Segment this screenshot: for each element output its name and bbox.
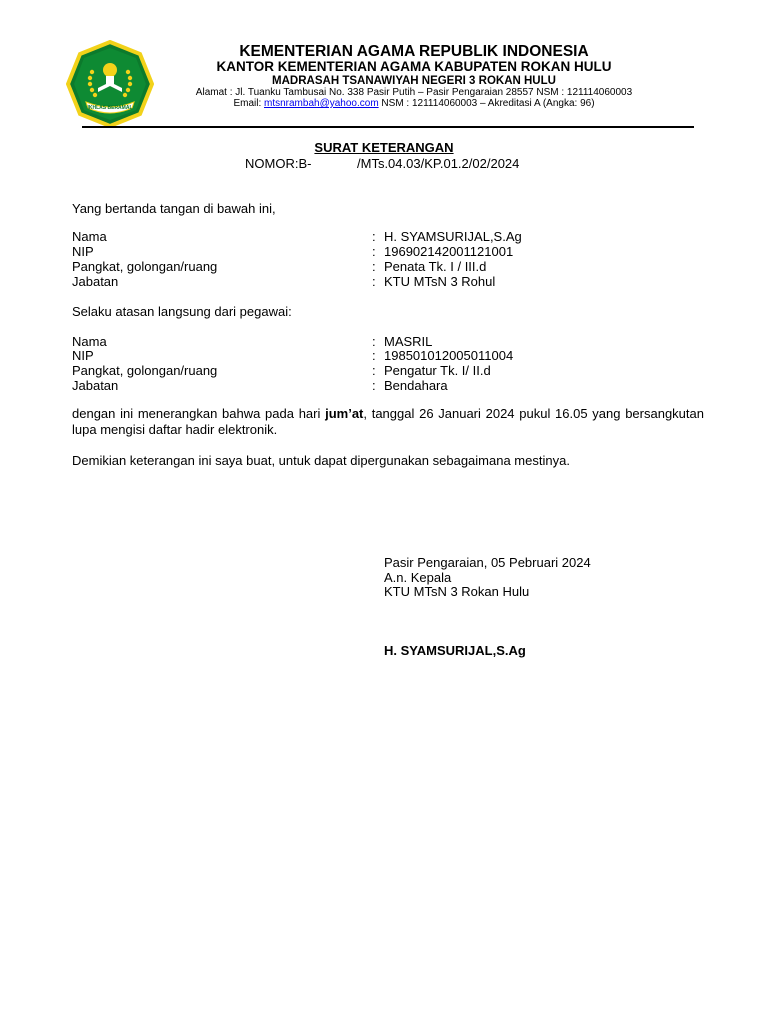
employee-rank-value: Pengatur Tk. I/ II.d	[384, 363, 491, 378]
logo-ribbon-text: IKHLAS BERAMAL	[87, 105, 133, 111]
signer-rank-value: Penata Tk. I / III.d	[384, 259, 487, 274]
colon: :	[372, 229, 376, 244]
statement-text-2: , tanggal 26 Januari 2024 pukul 16.05 yang bersangkutan lupa mengisi daftar hadir elektronik.	[72, 406, 704, 437]
employee-nip-value: 198501012005011004	[384, 348, 514, 363]
statement-day: jum’at	[325, 406, 364, 421]
kemenag-emblem-icon	[66, 40, 154, 128]
ministry-name: KEMENTERIAN AGAMA REPUBLIK INDONESIA	[239, 43, 589, 60]
signer-nip-value: 196902142001121001	[384, 244, 514, 259]
signer-position-value: KTU MTsN 3 Rohul	[384, 274, 496, 289]
nomor-prefix: NOMOR:B-	[245, 156, 312, 171]
signer-position-label: Jabatan	[72, 274, 119, 289]
school-name: MADRASAH TSANAWIYAH NEGERI 3 ROKAN HULU	[272, 75, 556, 87]
colon: :	[372, 244, 376, 259]
office-name: KANTOR KEMENTERIAN AGAMA KABUPATEN ROKAN HULU	[216, 59, 612, 74]
colon: :	[372, 348, 376, 363]
employee-rank-label: Pangkat, golongan/ruang	[72, 363, 218, 378]
signer-name-label: Nama	[72, 229, 107, 244]
nomor-suffix: /MTs.04.03/KP.01.2/02/2024	[357, 156, 520, 171]
signer-rank-label: Pangkat, golongan/ruang	[72, 259, 218, 274]
signer-name-value: H. SYAMSURIJAL,S.Ag	[384, 229, 522, 244]
nsm-accreditation: NSM : 121114060003 – Akreditasi A (Angka: 96)	[378, 98, 595, 109]
colon: :	[372, 259, 376, 274]
email-link[interactable]: mtsnrambah@yahoo.com	[264, 98, 379, 109]
statement-text-1: dengan ini menerangkan bahwa pada hari	[72, 406, 326, 421]
employee-intro-text: Selaku atasan langsung dari pegawai:	[72, 304, 292, 319]
employee-name-label: Nama	[72, 334, 107, 349]
address-line: Alamat : Jl. Tuanku Tambusai No. 338 Pasir Putih – Pasir Pengaraian 28557 NSM : 121114060003	[195, 87, 633, 98]
closing-text: Demikian keterangan ini saya buat, untuk dapat dipergunakan sebagaimana mestinya.	[72, 453, 570, 468]
signer-position: KTU MTsN 3 Rokan Hulu	[384, 584, 530, 599]
colon: :	[372, 363, 376, 378]
signer-nip-label: NIP	[72, 244, 94, 259]
signer-name: H. SYAMSURIJAL,S.Ag	[384, 643, 526, 658]
employee-position-value: Bendahara	[384, 378, 448, 393]
colon: :	[372, 334, 376, 349]
intro-text: Yang bertanda tangan di bawah ini,	[72, 201, 276, 216]
colon: :	[372, 378, 376, 393]
document-title: SURAT KETERANGAN	[314, 140, 454, 155]
place-date: Pasir Pengaraian, 05 Pebruari 2024	[384, 555, 591, 570]
email-label: Email:	[233, 98, 264, 109]
employee-nip-label: NIP	[72, 348, 94, 363]
colon: :	[372, 274, 376, 289]
contact-line	[160, 98, 668, 109]
letterhead-divider	[82, 126, 694, 128]
statement-paragraph	[72, 406, 704, 438]
on-behalf: A.n. Kepala	[384, 570, 452, 585]
employee-name-value: MASRIL	[384, 334, 433, 349]
employee-position-label: Jabatan	[72, 378, 119, 393]
